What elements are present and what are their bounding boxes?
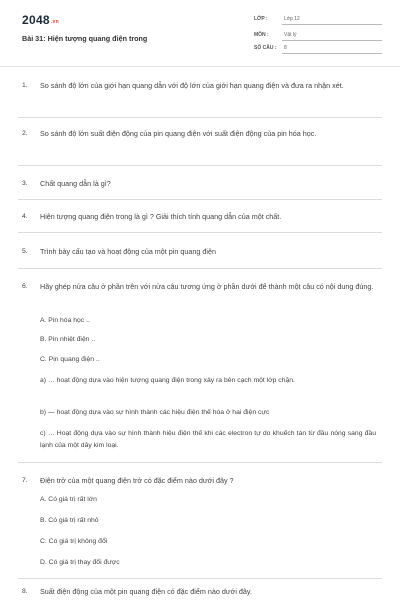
question-5-number: 5. <box>22 248 28 255</box>
meta-class-label: LỚP : <box>254 16 268 22</box>
question-7-text: Điện trở của một quang điện trở có đặc điểm nào dưới đây ? <box>40 476 234 485</box>
meta-subject-value: Vật lý <box>284 32 297 38</box>
logo-suffix: .vn <box>50 19 60 25</box>
meta-count-label: SỐ CÂU : <box>254 45 277 51</box>
question-separator <box>18 232 382 233</box>
question-7-option-b: B. Có giá trị rất nhỏ <box>40 517 99 524</box>
question-1-text: So sánh độ lớn của giới hạn quang dẫn với độ lớn của giới hạn quang điện và đưa ra nhận xét. <box>40 81 344 90</box>
question-separator <box>18 268 382 269</box>
document-header <box>0 0 400 66</box>
question-4-number: 4. <box>22 213 28 220</box>
question-6-match-b: b) — hoạt động dựa vào sự hình thành các hiệu điện thế hóa ở hai điện cực <box>40 409 270 416</box>
question-8-number: 8. <box>22 588 28 595</box>
question-7-number: 7. <box>22 477 28 484</box>
question-7-option-d: D. Có giá trị thay đổi được <box>40 559 120 566</box>
question-6-option-a: A. Pin hóa học .. <box>40 317 90 324</box>
question-separator <box>18 199 382 200</box>
question-3-text: Chất quang dẫn là gì? <box>40 179 111 188</box>
site-logo[interactable] <box>22 13 59 27</box>
header-divider <box>0 66 400 67</box>
question-separator <box>18 462 382 463</box>
question-2-text: So sánh độ lớn suất điện động của pin quang điện với suất điện động của pin hóa học. <box>40 129 317 138</box>
lesson-title: Bài 31: Hiện tượng quang điện trong <box>22 34 148 43</box>
meta-class <box>254 16 382 26</box>
meta-count <box>254 45 382 55</box>
question-1-number: 1. <box>22 82 28 89</box>
question-6-option-c: C. Pin quang điện .. <box>40 356 100 363</box>
meta-subject-underline <box>282 40 382 41</box>
question-5-text: Trình bày cấu tạo và hoạt động của một pin quang điện <box>40 247 216 256</box>
meta-count-value: 8 <box>284 45 287 51</box>
question-6-match-a: a) … hoạt động dựa vào hiện tượng quang điện trong xảy ra bên cạch một lớp chặn. <box>40 377 295 384</box>
question-3-number: 3. <box>22 180 28 187</box>
question-7-option-a: A. Có giá trị rất lớn <box>40 496 97 503</box>
question-separator <box>18 578 382 579</box>
question-2-number: 2. <box>22 130 28 137</box>
question-6-text: Hãy ghép nửa câu ở phần trên với nửa câu tương ứng ở phần dưới để thành một câu có nội dung đúng. <box>40 282 374 291</box>
question-4-text: Hiện tượng quang điện trong là gì ? Giải thích tính quang dẫn của một chất. <box>40 212 282 221</box>
question-separator <box>18 165 382 166</box>
meta-class-value: Lớp 12 <box>284 16 300 22</box>
question-separator <box>18 117 382 118</box>
question-7-option-c: C. Có giá trị không đổi <box>40 538 108 545</box>
question-6-option-b: B. Pin nhiệt điện .. <box>40 336 96 343</box>
logo-text: 2048 <box>22 13 50 27</box>
meta-subject-label: MÔN : <box>254 32 269 38</box>
meta-class-underline <box>282 24 382 25</box>
question-6-number: 6. <box>22 283 28 290</box>
question-8-text: Suất điện động của một pin quang điện có đặc điểm nào dưới đây. <box>40 587 252 596</box>
meta-subject <box>254 32 382 42</box>
question-6-match-c: c) … Hoạt động dựa vào sự hình thành hiệu điện thế khi các electron tự do khuếch tán từ đầu nóng sang đầu lạnh của một dây kim loại. <box>40 430 376 449</box>
meta-count-underline <box>282 53 382 54</box>
